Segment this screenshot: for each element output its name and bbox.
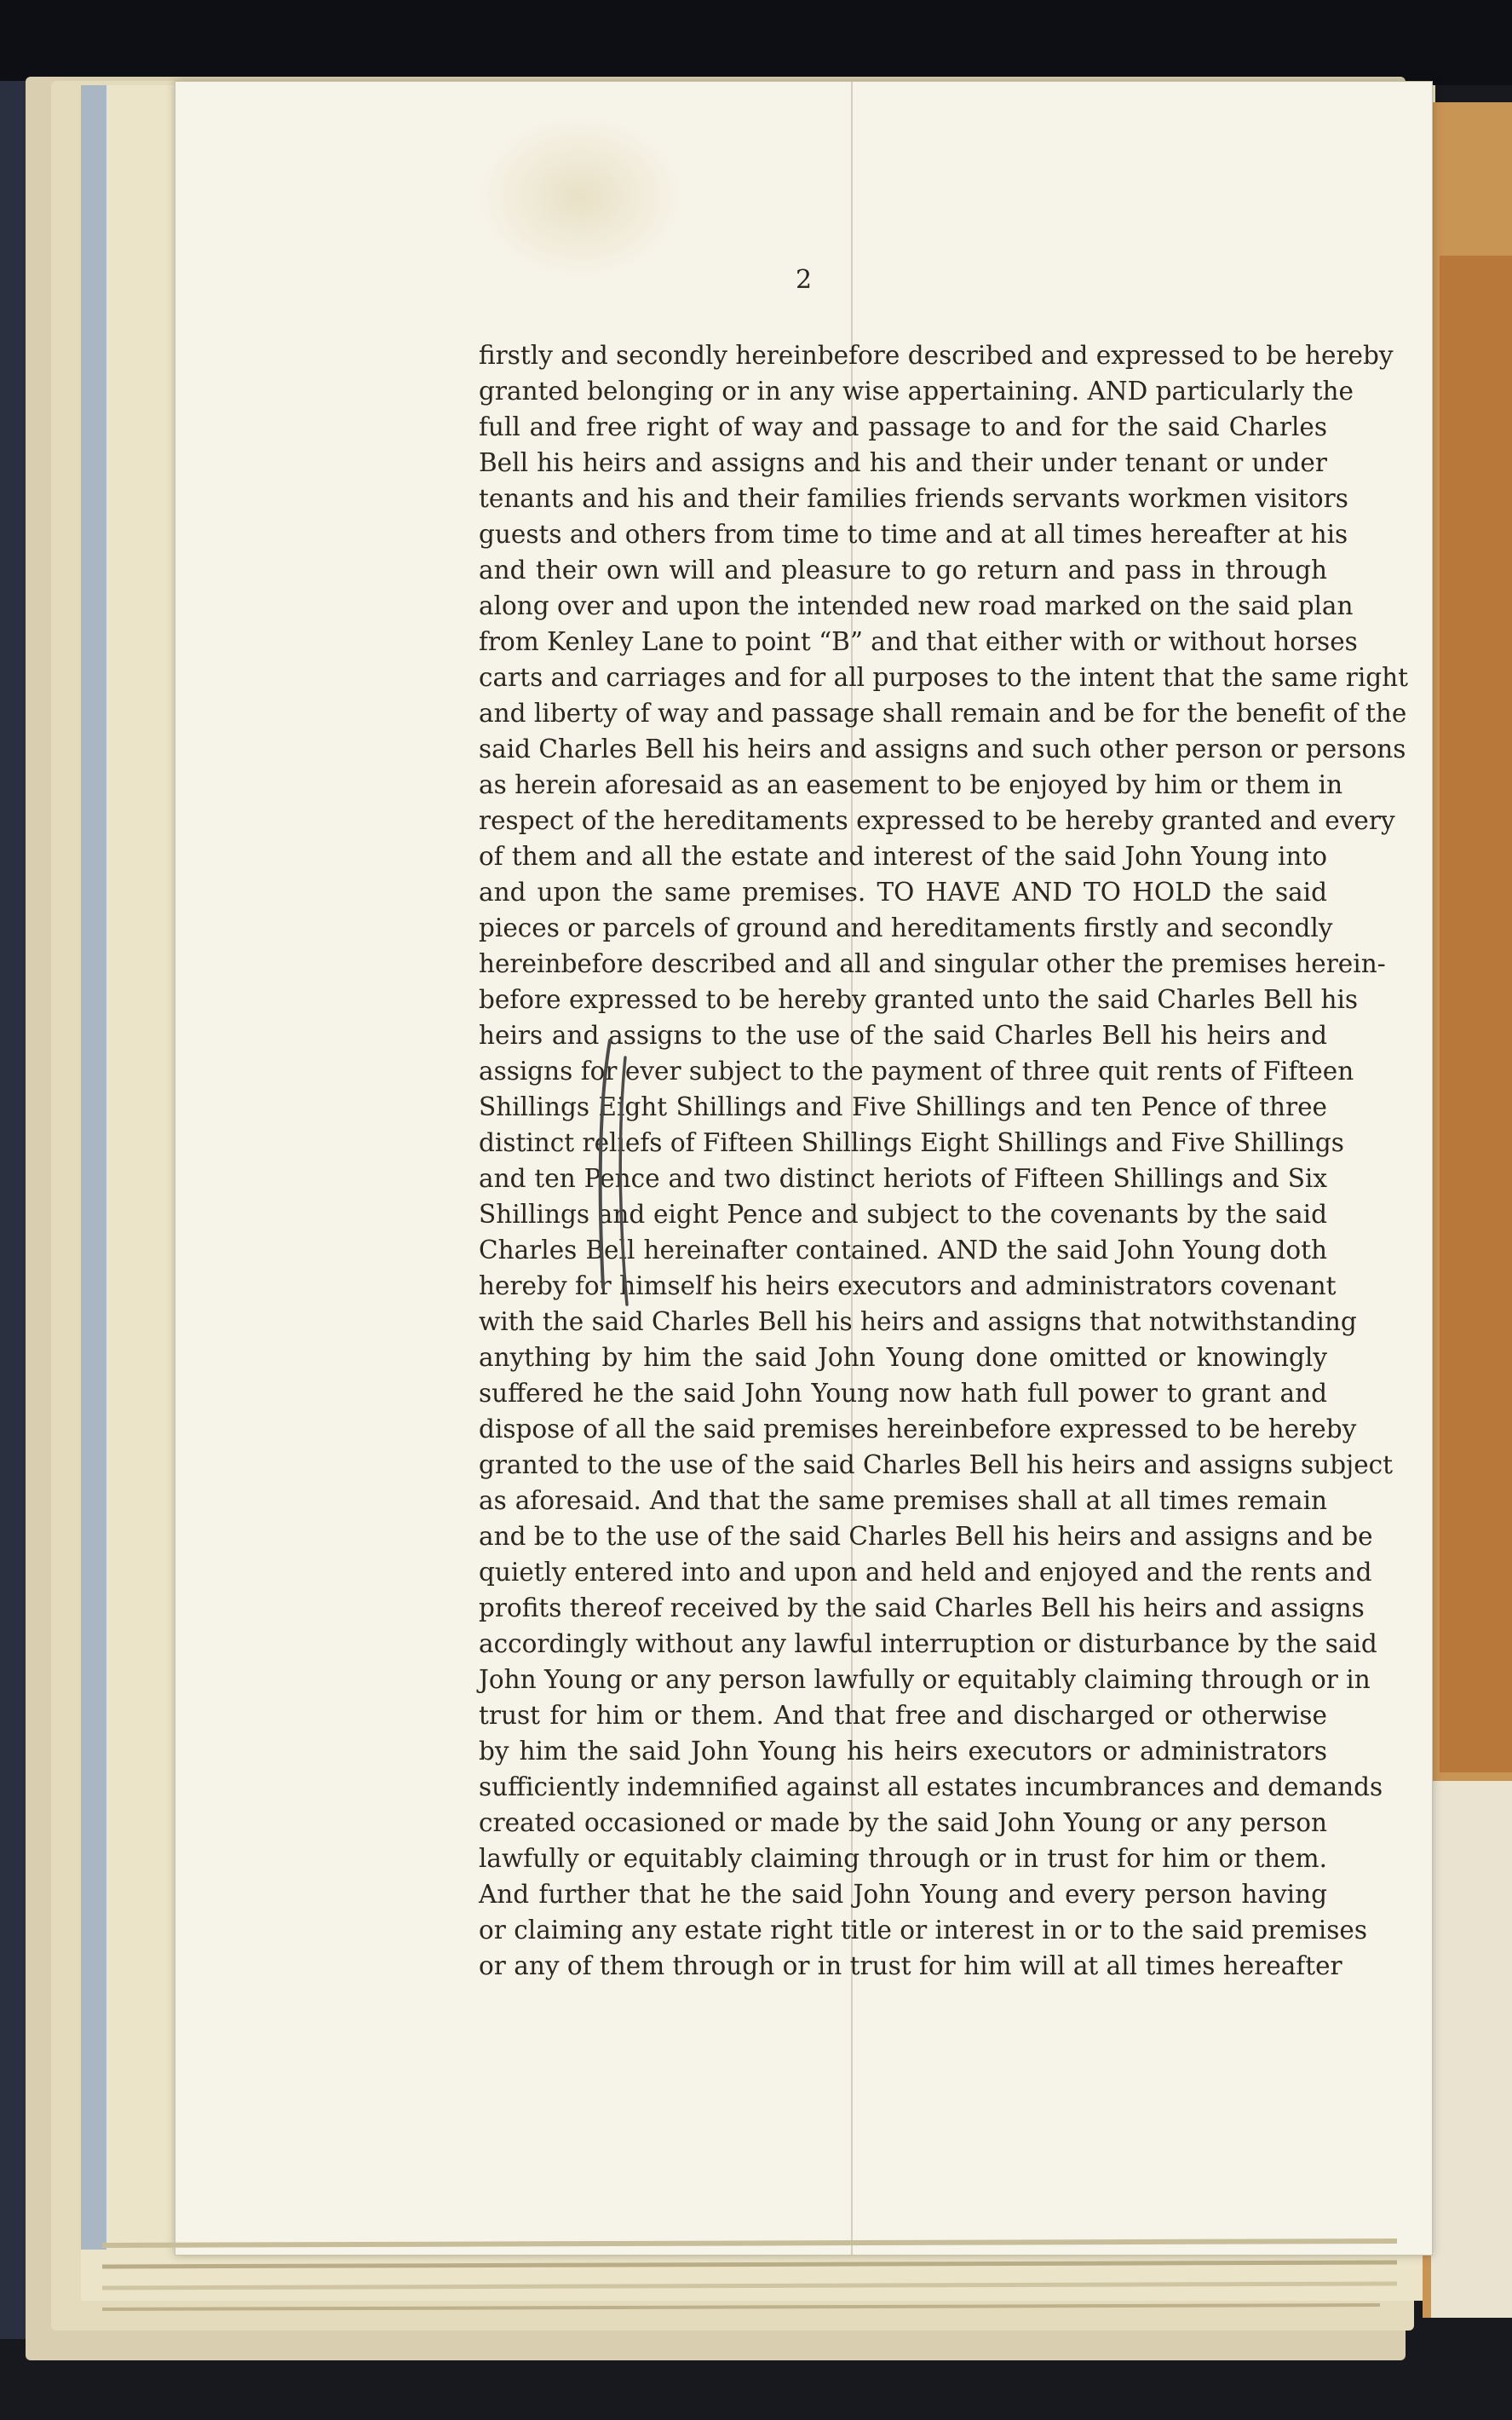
text-line: by him the said John Young his heirs executors or administrators — [479, 1737, 1327, 1766]
document-page — [175, 81, 1433, 2256]
faded-stamp — [478, 116, 682, 278]
text-line: lawfully or equitably claiming through or in trust for him or them. — [479, 1844, 1327, 1873]
text-line: and be to the use of the said Charles Bell his heirs and assigns and be — [479, 1522, 1373, 1551]
text-line: anything by him the said John Young done omitted or knowingly — [479, 1343, 1327, 1372]
pencil-margin-mark — [593, 1032, 653, 1322]
blue-paper-edge — [81, 85, 106, 2250]
text-line: hereinbefore described and all and singular other the premises herein- — [479, 949, 1386, 978]
text-line: pieces or parcels of ground and hereditaments firstly and secondly — [479, 913, 1333, 942]
adjacent-document-light — [1431, 1781, 1512, 2318]
text-line: along over and upon the intended new road marked on the said plan — [479, 591, 1354, 620]
text-line: carts and carriages and for all purposes to the intent that the same right — [479, 663, 1409, 692]
text-line: respect of the hereditaments expressed to be hereby granted and every — [479, 806, 1395, 835]
text-line: and ten Pence and two distinct heriots of Fifteen Shillings and Six — [479, 1164, 1327, 1193]
text-line: dispose of all the said premises hereinbefore expressed to be hereby — [479, 1415, 1357, 1443]
text-line: granted belonging or in any wise appertaining. AND particularly the — [479, 377, 1354, 406]
page-number: 2 — [795, 265, 813, 295]
text-line: And further that he the said John Young and every person having — [479, 1880, 1327, 1909]
text-line: quietly entered into and upon and held and enjoyed and the rents and — [479, 1558, 1372, 1587]
text-line: with the said Charles Bell his heirs and assigns that notwithstanding — [479, 1307, 1357, 1336]
text-line: hereby for himself his heirs executors and administrators covenant — [479, 1271, 1337, 1300]
text-line: said Charles Bell his heirs and assigns and such other person or persons — [479, 735, 1406, 763]
text-line: profits thereof received by the said Charles Bell his heirs and assigns — [479, 1593, 1365, 1622]
text-line: firstly and secondly hereinbefore described and expressed to be hereby — [479, 341, 1394, 370]
text-line: distinct reliefs of Fifteen Shillings Eight Shillings and Five Shillings — [479, 1128, 1344, 1157]
text-line: Charles Bell hereinafter contained. AND the said John Young doth — [479, 1236, 1327, 1265]
text-line: or claiming any estate right title or interest in or to the said premises — [479, 1916, 1367, 1945]
text-line: or any of them through or in trust for him will at all times hereafter — [479, 1951, 1342, 1980]
text-line: trust for him or them. And that free and discharged or otherwise — [479, 1701, 1327, 1730]
text-line: Shillings and eight Pence and subject to the covenants by the said — [479, 1200, 1327, 1229]
text-line: full and free right of way and passage to and for the said Charles — [479, 412, 1327, 441]
text-line: Shillings Eight Shillings and Five Shillings and ten Pence of three — [479, 1092, 1327, 1121]
adjacent-document-brown — [1440, 256, 1512, 1772]
text-line: Bell his heirs and assigns and his and their under tenant or under — [479, 448, 1327, 477]
page-edges-bottom — [102, 2237, 1397, 2322]
text-line: granted to the use of the said Charles Bell his heirs and assigns subject — [479, 1450, 1394, 1479]
text-line: sufficiently indemnified against all estates incumbrances and demands — [479, 1772, 1383, 1801]
text-line: guests and others from time to time and at all times hereafter at his — [479, 520, 1348, 549]
book-binding-top — [0, 0, 1512, 85]
text-line: as aforesaid. And that the same premises shall at all times remain — [479, 1486, 1327, 1515]
text-line: heirs and assigns to the use of the said Charles Bell his heirs and — [479, 1021, 1327, 1050]
text-line: before expressed to be hereby granted unto the said Charles Bell his — [479, 985, 1359, 1014]
text-line: and their own will and pleasure to go return and pass in through — [479, 556, 1327, 585]
text-line: tenants and his and their families friends servants workmen visitors — [479, 484, 1348, 513]
text-line: of them and all the estate and interest of the said John Young into — [479, 842, 1327, 871]
text-line: created occasioned or made by the said John Young or any person — [479, 1808, 1327, 1837]
text-line: as herein aforesaid as an easement to be enjoyed by him or them in — [479, 770, 1343, 799]
text-line: John Young or any person lawfully or equitably claiming through or in — [479, 1665, 1371, 1694]
text-line: suffered he the said John Young now hath full power to grant and — [479, 1379, 1327, 1408]
text-line: and upon the same premises. TO HAVE AND TO HOLD the said — [479, 878, 1327, 907]
text-line: and liberty of way and passage shall remain and be for the benefit of the — [479, 699, 1407, 728]
text-line: from Kenley Lane to point “B” and that either with or without horses — [479, 627, 1358, 656]
text-line: assigns for ever subject to the payment of three quit rents of Fifteen — [479, 1057, 1354, 1086]
text-line: accordingly without any lawful interruption or disturbance by the said — [479, 1629, 1377, 1658]
